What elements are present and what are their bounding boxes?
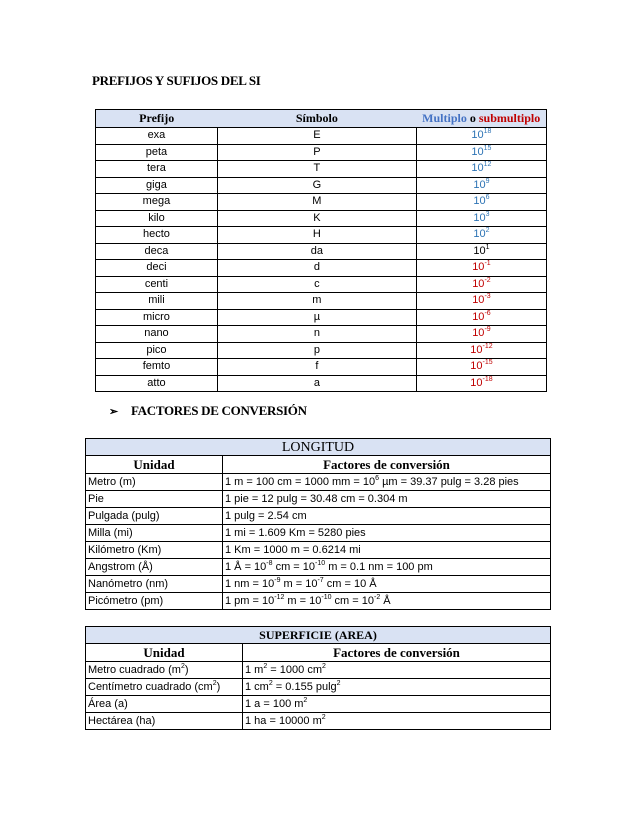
multiple-cell: $10^{12}$ <box>416 161 546 178</box>
header-multiple <box>416 110 546 128</box>
unit-cell: Metro cuadrado $(m^2)$ <box>86 662 243 679</box>
prefix-cell: nano <box>96 326 218 343</box>
prefix-row <box>96 227 547 244</box>
exponent: 3 <box>485 210 490 218</box>
header-prefix: Prefijo <box>96 110 218 128</box>
factor-cell: 1 $cm^2 = 0.155$ pulg$^2$ <box>243 679 551 696</box>
conversion-factors-label: FACTORES DE CONVERSIÓN <box>131 403 307 418</box>
conversion-row <box>86 576 551 593</box>
conversion-factors-heading <box>109 403 307 419</box>
prefix-row <box>96 161 547 178</box>
exponent: -9 <box>484 326 491 334</box>
prefix-row <box>96 375 547 392</box>
exponent: 15 <box>483 144 492 152</box>
symbol-cell: µ <box>217 309 416 326</box>
unit-cell: Centímetro cuadrado $(cm^2)$ <box>86 679 243 696</box>
multiple-cell: $10^1$ <box>416 243 546 260</box>
conversion-row <box>86 559 551 576</box>
header-submultiple-label: submultiplo <box>478 111 541 125</box>
conversion-row <box>86 696 551 713</box>
prefix-cell: tera <box>96 161 218 178</box>
multiple-cell: $10^{-18}$ <box>416 375 546 392</box>
multiple-cell: $10^{-15}$ <box>416 359 546 376</box>
superscript: -8 <box>266 559 273 567</box>
symbol-cell: K <box>217 210 416 227</box>
factor-cell: 1 ha = 10000 $m^2$ <box>243 713 551 730</box>
exponent: -15 <box>482 359 493 367</box>
length-table-header <box>86 456 551 474</box>
superscript: -2 <box>373 593 381 601</box>
unit-cell: Pulgada (pulg) <box>86 508 223 525</box>
symbol-cell: f <box>217 359 416 376</box>
area-table-title: SUPERFICIE (AREA) <box>86 627 551 644</box>
superscript: 2 <box>212 679 217 687</box>
unit-cell: Hectárea (ha) <box>86 713 243 730</box>
exponent: -1 <box>484 260 491 268</box>
symbol-cell: d <box>217 260 416 277</box>
prefix-row <box>96 144 547 161</box>
conversion-row <box>86 542 551 559</box>
conversion-row <box>86 713 551 730</box>
multiple-cell: $10^6$ <box>416 194 546 211</box>
factor-cell: 1 pulg = 2.54 cm <box>223 508 551 525</box>
prefix-cell: kilo <box>96 210 218 227</box>
symbol-cell: m <box>217 293 416 310</box>
unit-cell: Milla (mi) <box>86 525 223 542</box>
symbol-cell: M <box>217 194 416 211</box>
prefix-row <box>96 243 547 260</box>
symbol-cell: da <box>217 243 416 260</box>
superscript: 2 <box>336 679 341 687</box>
prefix-row <box>96 210 547 227</box>
superscript: -7 <box>317 576 324 584</box>
header-multiple-label: Multiplo <box>422 111 467 125</box>
symbol-cell: E <box>217 128 416 145</box>
superscript: -10 <box>321 593 332 601</box>
prefix-row <box>96 293 547 310</box>
symbol-cell: p <box>217 342 416 359</box>
multiple-cell: $10^9$ <box>416 177 546 194</box>
conversion-row <box>86 525 551 542</box>
exponent: 6 <box>485 194 490 202</box>
symbol-cell: T <box>217 161 416 178</box>
factor-cell: 1 a = 100 $m^2$ <box>243 696 551 713</box>
superscript: 6 <box>375 474 380 482</box>
superscript: 2 <box>321 713 326 721</box>
conversion-row <box>86 491 551 508</box>
multiple-cell: $10^{-3}$ <box>416 293 546 310</box>
prefix-row <box>96 326 547 343</box>
multiple-cell: $10^{15}$ <box>416 144 546 161</box>
unit-cell: Área (a) <box>86 696 243 713</box>
prefix-cell: femto <box>96 359 218 376</box>
superscript: -9 <box>274 576 281 584</box>
prefix-row <box>96 342 547 359</box>
factor-cell: 1 $m^2 = 1000$ $cm^2$ <box>243 662 551 679</box>
prefix-cell: giga <box>96 177 218 194</box>
multiple-cell: $10^{-12}$ <box>416 342 546 359</box>
multiple-cell: $10^{-2}$ <box>416 276 546 293</box>
exponent: -12 <box>482 342 493 350</box>
length-table-title: LONGITUD <box>86 439 551 456</box>
length-table-title-row <box>86 439 551 456</box>
conversion-row <box>86 508 551 525</box>
area-col-factor: Factores de conversión <box>243 644 551 662</box>
symbol-cell: a <box>217 375 416 392</box>
prefix-row <box>96 359 547 376</box>
multiple-cell: $10^3$ <box>416 210 546 227</box>
prefix-cell: exa <box>96 128 218 145</box>
superscript: 2 <box>263 662 268 670</box>
prefix-cell: hecto <box>96 227 218 244</box>
header-symbol: Símbolo <box>217 110 416 128</box>
prefix-row <box>96 276 547 293</box>
exponent: 12 <box>483 161 492 169</box>
unit-cell: Angstrom (Å) <box>86 559 223 576</box>
unit-cell: Metro (m) <box>86 474 223 491</box>
length-col-unit: Unidad <box>86 456 223 474</box>
unit-cell: Pie <box>86 491 223 508</box>
superscript: 2 <box>303 696 308 704</box>
prefix-cell: pico <box>96 342 218 359</box>
prefix-cell: atto <box>96 375 218 392</box>
factor-cell: 1 mi = 1.609 Km = 5280 pies <box>223 525 551 542</box>
prefix-row <box>96 194 547 211</box>
multiple-cell: $10^{-9}$ <box>416 326 546 343</box>
multiple-cell: $10^{-1}$ <box>416 260 546 277</box>
prefix-cell: micro <box>96 309 218 326</box>
superscript: -10 <box>315 559 326 567</box>
exponent: -3 <box>484 293 491 301</box>
length-col-factor: Factores de conversión <box>223 456 551 474</box>
multiple-cell: $10^{-6}$ <box>416 309 546 326</box>
prefix-cell: peta <box>96 144 218 161</box>
unit-cell: Kilómetro (Km) <box>86 542 223 559</box>
exponent: -6 <box>484 309 491 317</box>
superscript: -12 <box>274 593 285 601</box>
prefix-row <box>96 128 547 145</box>
exponent: 1 <box>485 243 490 251</box>
exponent: -2 <box>484 276 491 284</box>
multiple-cell: $10^{18}$ <box>416 128 546 145</box>
arrow-bullet-icon: ➢ <box>109 406 118 418</box>
factor-cell: 1 m = 100 cm = 1000 mm = $10^6$ µm = 39.37 pulg = 3.28 pies <box>223 474 551 491</box>
superscript: 2 <box>321 662 326 670</box>
prefix-row <box>96 177 547 194</box>
header-or-label: o <box>469 111 476 125</box>
area-table <box>85 626 551 730</box>
factor-cell: 1 nm = $10^{-9}$ $m = 10^{-7}$ cm = 10 Å <box>223 576 551 593</box>
exponent: 9 <box>485 177 490 185</box>
length-table <box>85 438 551 610</box>
prefix-cell: centi <box>96 276 218 293</box>
factor-cell: 1 Å = $10^{-8}$ cm = $10^{-10}$ m = 0.1 nm = 100 pm <box>223 559 551 576</box>
factor-cell: 1 Km = 1000 m = 0.6214 mi <box>223 542 551 559</box>
prefix-cell: deci <box>96 260 218 277</box>
symbol-cell: n <box>217 326 416 343</box>
conversion-row <box>86 662 551 679</box>
prefix-table-header <box>96 110 547 128</box>
superscript: 2 <box>180 662 185 670</box>
factor-cell: 1 pm = $10^{-12}$ $m = 10^{-10}$ cm = $10^{-2}$ Å <box>223 593 551 610</box>
prefix-row <box>96 309 547 326</box>
area-table-header <box>86 644 551 662</box>
prefix-cell: mili <box>96 293 218 310</box>
multiple-cell: $10^2$ <box>416 227 546 244</box>
exponent: -18 <box>482 375 493 383</box>
prefix-table <box>95 109 547 392</box>
area-col-unit: Unidad <box>86 644 243 662</box>
prefix-cell: deca <box>96 243 218 260</box>
area-table-title-row <box>86 627 551 644</box>
symbol-cell: P <box>217 144 416 161</box>
conversion-row <box>86 679 551 696</box>
page-title: PREFIJOS Y SUFIJOS DEL SI <box>92 73 261 88</box>
superscript: 2 <box>268 679 273 687</box>
symbol-cell: G <box>217 177 416 194</box>
prefix-row <box>96 260 547 277</box>
conversion-row <box>86 474 551 491</box>
exponent: 18 <box>483 128 492 136</box>
unit-cell: Nanómetro (nm) <box>86 576 223 593</box>
exponent: 2 <box>485 227 490 235</box>
unit-cell: Picómetro (pm) <box>86 593 223 610</box>
prefix-cell: mega <box>96 194 218 211</box>
symbol-cell: H <box>217 227 416 244</box>
symbol-cell: c <box>217 276 416 293</box>
factor-cell: 1 pie = 12 pulg = 30.48 cm = 0.304 m <box>223 491 551 508</box>
conversion-row <box>86 593 551 610</box>
